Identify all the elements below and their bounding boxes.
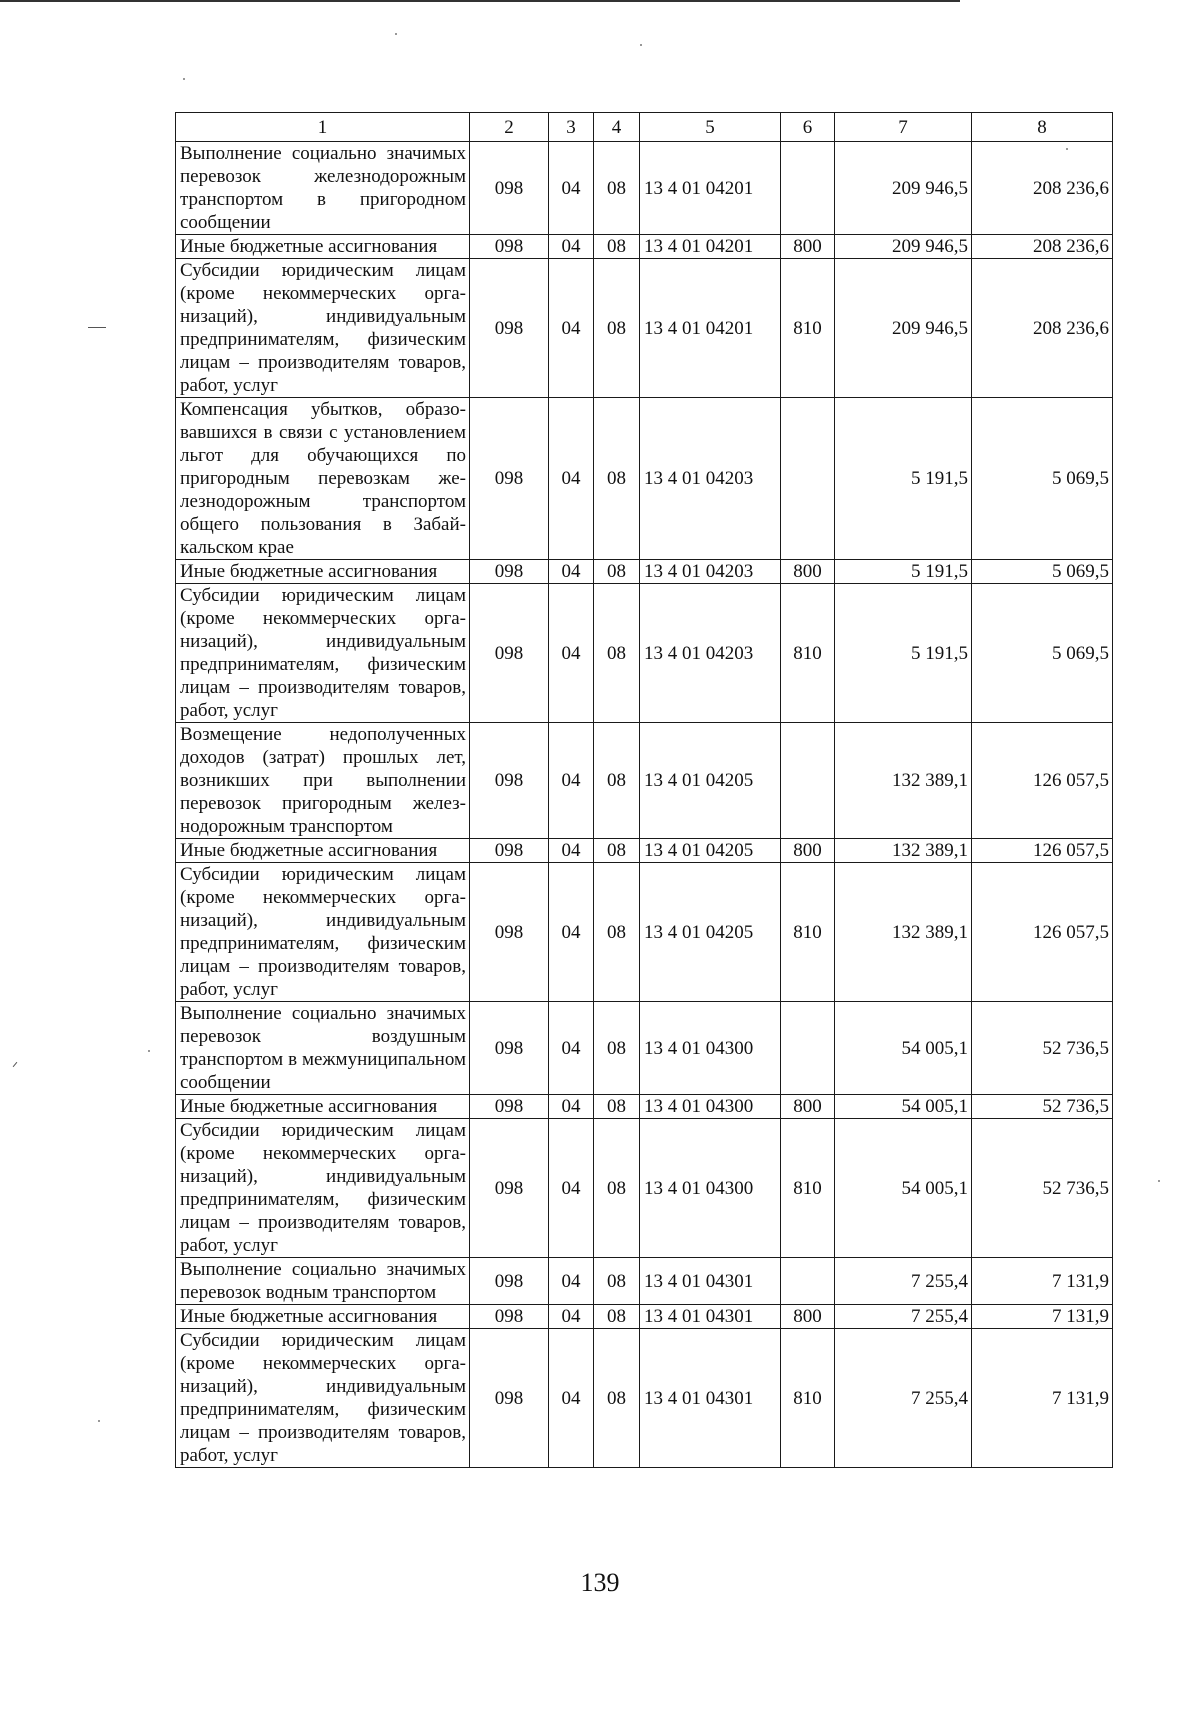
cell-expense-type	[781, 142, 835, 235]
cell-target-article: 13 4 01 04300	[640, 1119, 781, 1258]
cell-amount-col7: 54 005,1	[835, 1119, 972, 1258]
cell-amount-col7: 54 005,1	[835, 1095, 972, 1119]
cell-subsection: 08	[594, 1305, 640, 1329]
cell-amount-col8: 126 057,5	[972, 723, 1113, 839]
header-cell: 5	[640, 113, 781, 142]
header-row	[176, 113, 1113, 142]
scan-speck	[1066, 148, 1068, 150]
scan-speck	[1158, 1180, 1160, 1182]
cell-amount-col7: 209 946,5	[835, 235, 972, 259]
header-cell: 7	[835, 113, 972, 142]
cell-name: Возмещение недополученных доходов (затрат) прошлых лет, возникших при выполнении перевозок пригородным железнодорожным транспортом	[176, 723, 470, 839]
cell-subsection: 08	[594, 584, 640, 723]
cell-subsection: 08	[594, 863, 640, 1002]
scan-speck	[183, 78, 185, 80]
cell-amount-col7: 54 005,1	[835, 1002, 972, 1095]
header-cell: 6	[781, 113, 835, 142]
cell-section: 04	[549, 259, 594, 398]
cell-subsection: 08	[594, 259, 640, 398]
cell-expense-type: 810	[781, 259, 835, 398]
cell-amount-col7: 209 946,5	[835, 259, 972, 398]
cell-amount-col7: 132 389,1	[835, 723, 972, 839]
cell-target-article: 13 4 01 04201	[640, 142, 781, 235]
table-row	[176, 584, 1113, 723]
scan-speck	[148, 1050, 150, 1052]
table-row	[176, 1119, 1113, 1258]
cell-ministry-code: 098	[470, 584, 549, 723]
cell-name: Иные бюджетные ассигнования	[176, 839, 470, 863]
table-row	[176, 560, 1113, 584]
cell-target-article: 13 4 01 04205	[640, 863, 781, 1002]
cell-section: 04	[549, 1305, 594, 1329]
cell-name: Выполнение социально значимых перевозок железнодорожным транспортом в пригородном сообщении	[176, 142, 470, 235]
scan-mark	[13, 1062, 18, 1067]
scan-speck	[395, 33, 397, 35]
cell-name: Субсидии юридическим лицам (кроме некоммерческих организаций), индивидуальным предпринимателям, физическим лицам – производителям товаров, работ, услуг	[176, 1119, 470, 1258]
cell-expense-type: 810	[781, 1119, 835, 1258]
cell-subsection: 08	[594, 1095, 640, 1119]
cell-ministry-code: 098	[470, 723, 549, 839]
cell-expense-type	[781, 398, 835, 560]
cell-ministry-code: 098	[470, 863, 549, 1002]
table-row	[176, 1095, 1113, 1119]
cell-name: Субсидии юридическим лицам (кроме некоммерческих организаций), индивидуальным предпринимателям, физическим лицам – производителям товаров, работ, услуг	[176, 259, 470, 398]
cell-section: 04	[549, 1119, 594, 1258]
scan-top-edge	[0, 0, 960, 2]
cell-ministry-code: 098	[470, 1258, 549, 1305]
cell-target-article: 13 4 01 04203	[640, 398, 781, 560]
cell-target-article: 13 4 01 04201	[640, 259, 781, 398]
cell-ministry-code: 098	[470, 259, 549, 398]
cell-section: 04	[549, 1095, 594, 1119]
cell-section: 04	[549, 1002, 594, 1095]
table-row	[176, 723, 1113, 839]
cell-section: 04	[549, 863, 594, 1002]
cell-section: 04	[549, 398, 594, 560]
cell-target-article: 13 4 01 04205	[640, 839, 781, 863]
cell-expense-type: 810	[781, 1329, 835, 1468]
cell-subsection: 08	[594, 398, 640, 560]
table-row	[176, 839, 1113, 863]
cell-name: Субсидии юридическим лицам (кроме некоммерческих организаций), индивидуальным предпринимателям, физическим лицам – производителям товаров, работ, услуг	[176, 1329, 470, 1468]
cell-name: Иные бюджетные ассигнования	[176, 235, 470, 259]
cell-ministry-code: 098	[470, 1305, 549, 1329]
cell-expense-type: 800	[781, 1305, 835, 1329]
cell-subsection: 08	[594, 1119, 640, 1258]
cell-amount-col8: 126 057,5	[972, 839, 1113, 863]
cell-expense-type: 810	[781, 863, 835, 1002]
cell-amount-col7: 132 389,1	[835, 863, 972, 1002]
cell-name: Выполнение социально значимых перевозок воздушным транспортом в межмуниципальном сообщении	[176, 1002, 470, 1095]
cell-name: Иные бюджетные ассигнования	[176, 560, 470, 584]
cell-amount-col7: 7 255,4	[835, 1305, 972, 1329]
cell-expense-type	[781, 1002, 835, 1095]
cell-name: Выполнение социально значимых перевозок водным транспортом	[176, 1258, 470, 1305]
cell-section: 04	[549, 560, 594, 584]
cell-target-article: 13 4 01 04301	[640, 1305, 781, 1329]
table-row	[176, 863, 1113, 1002]
cell-section: 04	[549, 1258, 594, 1305]
cell-section: 04	[549, 142, 594, 235]
cell-amount-col8: 52 736,5	[972, 1095, 1113, 1119]
cell-target-article: 13 4 01 04300	[640, 1002, 781, 1095]
cell-name: Иные бюджетные ассигнования	[176, 1095, 470, 1119]
cell-amount-col8: 5 069,5	[972, 398, 1113, 560]
scan-mark	[88, 327, 106, 328]
header-cell: 4	[594, 113, 640, 142]
cell-expense-type: 810	[781, 584, 835, 723]
cell-target-article: 13 4 01 04203	[640, 584, 781, 723]
cell-expense-type: 800	[781, 839, 835, 863]
cell-amount-col7: 5 191,5	[835, 398, 972, 560]
cell-amount-col7: 7 255,4	[835, 1258, 972, 1305]
header-cell: 3	[549, 113, 594, 142]
cell-ministry-code: 098	[470, 1002, 549, 1095]
cell-target-article: 13 4 01 04205	[640, 723, 781, 839]
cell-amount-col7: 5 191,5	[835, 560, 972, 584]
cell-expense-type: 800	[781, 560, 835, 584]
cell-amount-col7: 132 389,1	[835, 839, 972, 863]
budget-table	[175, 112, 1113, 1468]
scan-speck	[98, 1420, 100, 1422]
table-row	[176, 398, 1113, 560]
table-row	[176, 1258, 1113, 1305]
cell-expense-type	[781, 723, 835, 839]
cell-section: 04	[549, 723, 594, 839]
cell-target-article: 13 4 01 04201	[640, 235, 781, 259]
cell-ministry-code: 098	[470, 560, 549, 584]
table-row	[176, 259, 1113, 398]
cell-amount-col8: 208 236,6	[972, 235, 1113, 259]
cell-amount-col8: 126 057,5	[972, 863, 1113, 1002]
header-cell: 8	[972, 113, 1113, 142]
cell-name: Компенсация убытков, образовавшихся в связи с установлением льгот для обучающихся по пригородным перевозкам железнодорожным транспортом общего пользования в Забайкальском крае	[176, 398, 470, 560]
cell-section: 04	[549, 839, 594, 863]
cell-target-article: 13 4 01 04300	[640, 1095, 781, 1119]
cell-amount-col8: 7 131,9	[972, 1305, 1113, 1329]
cell-amount-col8: 208 236,6	[972, 142, 1113, 235]
cell-target-article: 13 4 01 04203	[640, 560, 781, 584]
cell-amount-col7: 5 191,5	[835, 584, 972, 723]
cell-section: 04	[549, 1329, 594, 1468]
cell-amount-col8: 7 131,9	[972, 1258, 1113, 1305]
cell-subsection: 08	[594, 560, 640, 584]
cell-expense-type: 800	[781, 235, 835, 259]
header-cell: 1	[176, 113, 470, 142]
cell-ministry-code: 098	[470, 142, 549, 235]
cell-amount-col7: 209 946,5	[835, 142, 972, 235]
cell-ministry-code: 098	[470, 1095, 549, 1119]
cell-ministry-code: 098	[470, 1119, 549, 1258]
cell-subsection: 08	[594, 723, 640, 839]
cell-section: 04	[549, 584, 594, 723]
cell-ministry-code: 098	[470, 839, 549, 863]
cell-target-article: 13 4 01 04301	[640, 1258, 781, 1305]
table-body	[176, 142, 1113, 1468]
cell-subsection: 08	[594, 1329, 640, 1468]
table-row	[176, 1002, 1113, 1095]
table-row	[176, 235, 1113, 259]
cell-amount-col8: 7 131,9	[972, 1329, 1113, 1468]
cell-amount-col7: 7 255,4	[835, 1329, 972, 1468]
cell-ministry-code: 098	[470, 398, 549, 560]
cell-subsection: 08	[594, 1258, 640, 1305]
cell-ministry-code: 098	[470, 1329, 549, 1468]
cell-subsection: 08	[594, 839, 640, 863]
cell-amount-col8: 52 736,5	[972, 1119, 1113, 1258]
cell-amount-col8: 52 736,5	[972, 1002, 1113, 1095]
cell-target-article: 13 4 01 04301	[640, 1329, 781, 1468]
scan-speck	[640, 44, 642, 46]
cell-amount-col8: 5 069,5	[972, 560, 1113, 584]
cell-ministry-code: 098	[470, 235, 549, 259]
cell-section: 04	[549, 235, 594, 259]
header-cell: 2	[470, 113, 549, 142]
cell-subsection: 08	[594, 142, 640, 235]
cell-amount-col8: 208 236,6	[972, 259, 1113, 398]
cell-subsection: 08	[594, 1002, 640, 1095]
table-row	[176, 1329, 1113, 1468]
table-row	[176, 142, 1113, 235]
cell-expense-type: 800	[781, 1095, 835, 1119]
page-number: 139	[580, 1568, 620, 1597]
cell-name: Субсидии юридическим лицам (кроме некоммерческих организаций), индивидуальным предпринимателям, физическим лицам – производителям товаров, работ, услуг	[176, 584, 470, 723]
cell-name: Иные бюджетные ассигнования	[176, 1305, 470, 1329]
cell-subsection: 08	[594, 235, 640, 259]
cell-name: Субсидии юридическим лицам (кроме некоммерческих организаций), индивидуальным предпринимателям, физическим лицам – производителям товаров, работ, услуг	[176, 863, 470, 1002]
cell-expense-type	[781, 1258, 835, 1305]
cell-amount-col8: 5 069,5	[972, 584, 1113, 723]
table-row	[176, 1305, 1113, 1329]
